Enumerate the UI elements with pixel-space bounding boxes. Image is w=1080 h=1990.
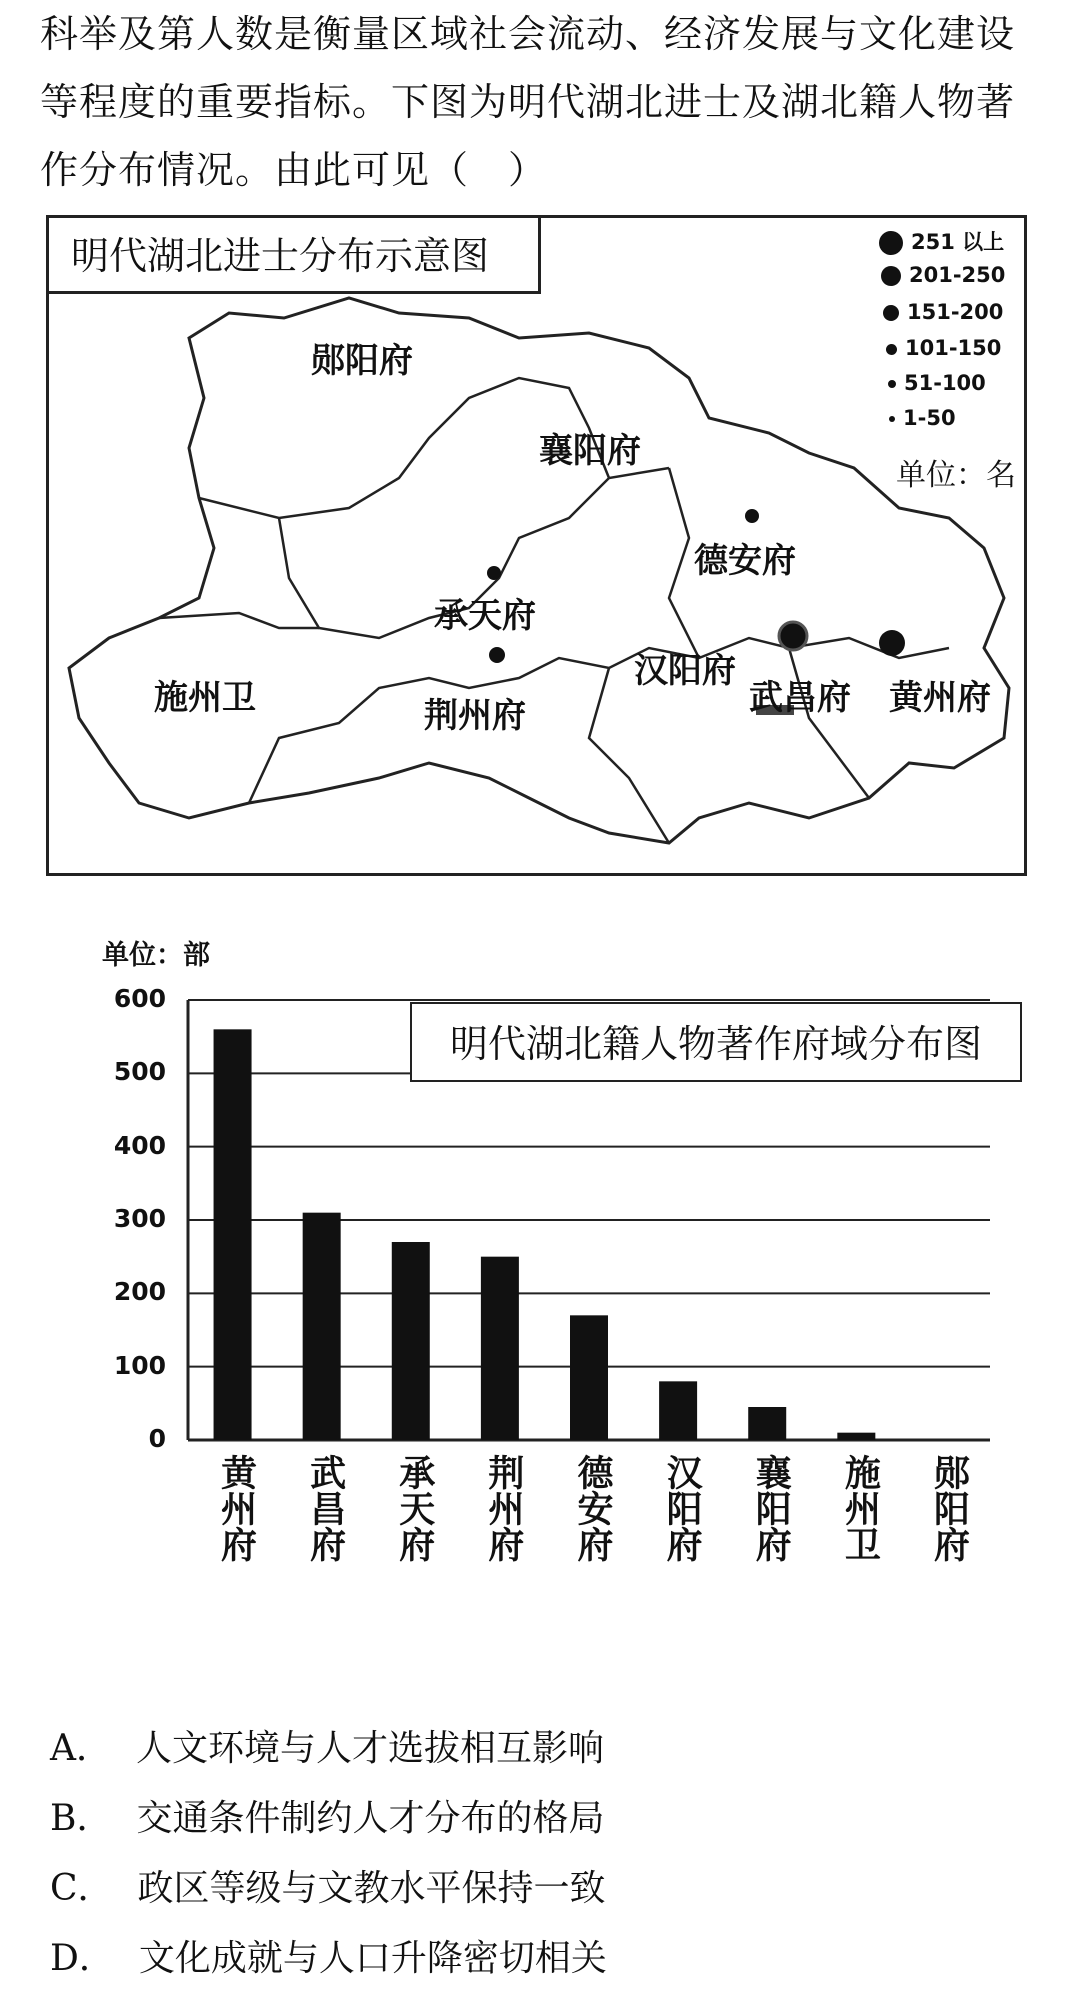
category-label: 施州卫 — [839, 1454, 881, 1562]
bar-武昌府 — [303, 1213, 341, 1440]
y-tick-label: 300 — [113, 1204, 166, 1233]
category-label: 德安府 — [572, 1454, 613, 1562]
bar-黄州府 — [214, 1029, 252, 1440]
map-unit: 单位：名 — [896, 458, 1016, 493]
question-stem — [40, 0, 1050, 204]
chart-unit-label: 单位：部 — [102, 940, 210, 971]
stem-line: 作分布情况。由此可见（ ） — [40, 148, 548, 192]
bar-德安府 — [570, 1315, 608, 1440]
bar-汉阳府 — [659, 1381, 697, 1440]
chart-title: 明代湖北籍人物著作府域分布图 — [410, 1002, 1022, 1082]
map-figure — [46, 215, 1027, 876]
y-tick-label: 100 — [113, 1350, 166, 1380]
place-xiangyang: 襄阳府 — [539, 431, 641, 471]
category-label: 郧阳府 — [928, 1454, 970, 1562]
bar-承天府 — [392, 1242, 430, 1440]
place-dean: 德安府 — [694, 541, 796, 581]
category-label: 襄阳府 — [750, 1454, 792, 1562]
map-dot — [487, 566, 501, 580]
stem-line: 科举及第人数是衡量区域社会流动、经济发展与文化建设 — [40, 12, 1016, 56]
y-tick-label: 200 — [113, 1277, 166, 1307]
y-tick-label: 600 — [113, 984, 166, 1013]
map-dot — [879, 630, 905, 656]
bar-襄阳府 — [748, 1407, 786, 1440]
option-a[interactable]: A． 人文环境与人才选拔相互影响 — [50, 1728, 605, 1769]
place-chengtian: 承天府 — [434, 596, 536, 636]
place-jingzhou: 荆州府 — [424, 696, 526, 736]
category-label: 汉阳府 — [661, 1454, 703, 1562]
map-dot — [489, 647, 505, 663]
prefecture-border — [249, 638, 949, 803]
bar-荆州府 — [481, 1257, 519, 1440]
map-dot — [779, 622, 807, 650]
legend-item: 201-250 — [881, 263, 1005, 287]
place-huangzhou: 黄州府 — [889, 678, 991, 718]
bar-施州卫 — [837, 1433, 875, 1440]
map-outline — [49, 218, 1024, 873]
map-dot — [745, 509, 759, 523]
option-d[interactable]: D． 文化成就与人口升降密切相关 — [50, 1938, 607, 1979]
category-label: 黄州府 — [215, 1454, 257, 1562]
y-tick-label: 500 — [113, 1057, 166, 1087]
place-yunyang: 郧阳府 — [311, 341, 413, 381]
map-title: 明代湖北进士分布示意图 — [49, 218, 541, 294]
category-label: 荆州府 — [482, 1454, 524, 1562]
legend-item: 1-50 — [889, 406, 956, 430]
province-border — [69, 298, 1009, 843]
legend-item: 151-200 — [883, 300, 1003, 324]
prefecture-border — [589, 668, 669, 843]
stem-line: 等程度的重要指标。下图为明代湖北进士及湖北籍人物著 — [40, 80, 1016, 124]
option-c[interactable]: C． 政区等级与文教水平保持一致 — [50, 1868, 606, 1909]
y-tick-label: 400 — [113, 1130, 166, 1160]
place-shizhouwei: 施州卫 — [154, 678, 256, 718]
option-b[interactable]: B． 交通条件制约人才分布的格局 — [50, 1798, 605, 1839]
legend-item: 51-100 — [888, 371, 986, 395]
category-label: 武昌府 — [304, 1454, 346, 1562]
place-hanyang: 汉阳府 — [634, 651, 736, 691]
prefecture-border — [159, 613, 319, 628]
legend-item: 251 以上 — [879, 226, 1004, 256]
category-label: 承天府 — [393, 1454, 435, 1562]
y-tick-label: 0 — [148, 1424, 166, 1453]
legend-item: 101-150 — [886, 336, 1001, 360]
place-wuchang: 武昌府 — [749, 678, 851, 718]
